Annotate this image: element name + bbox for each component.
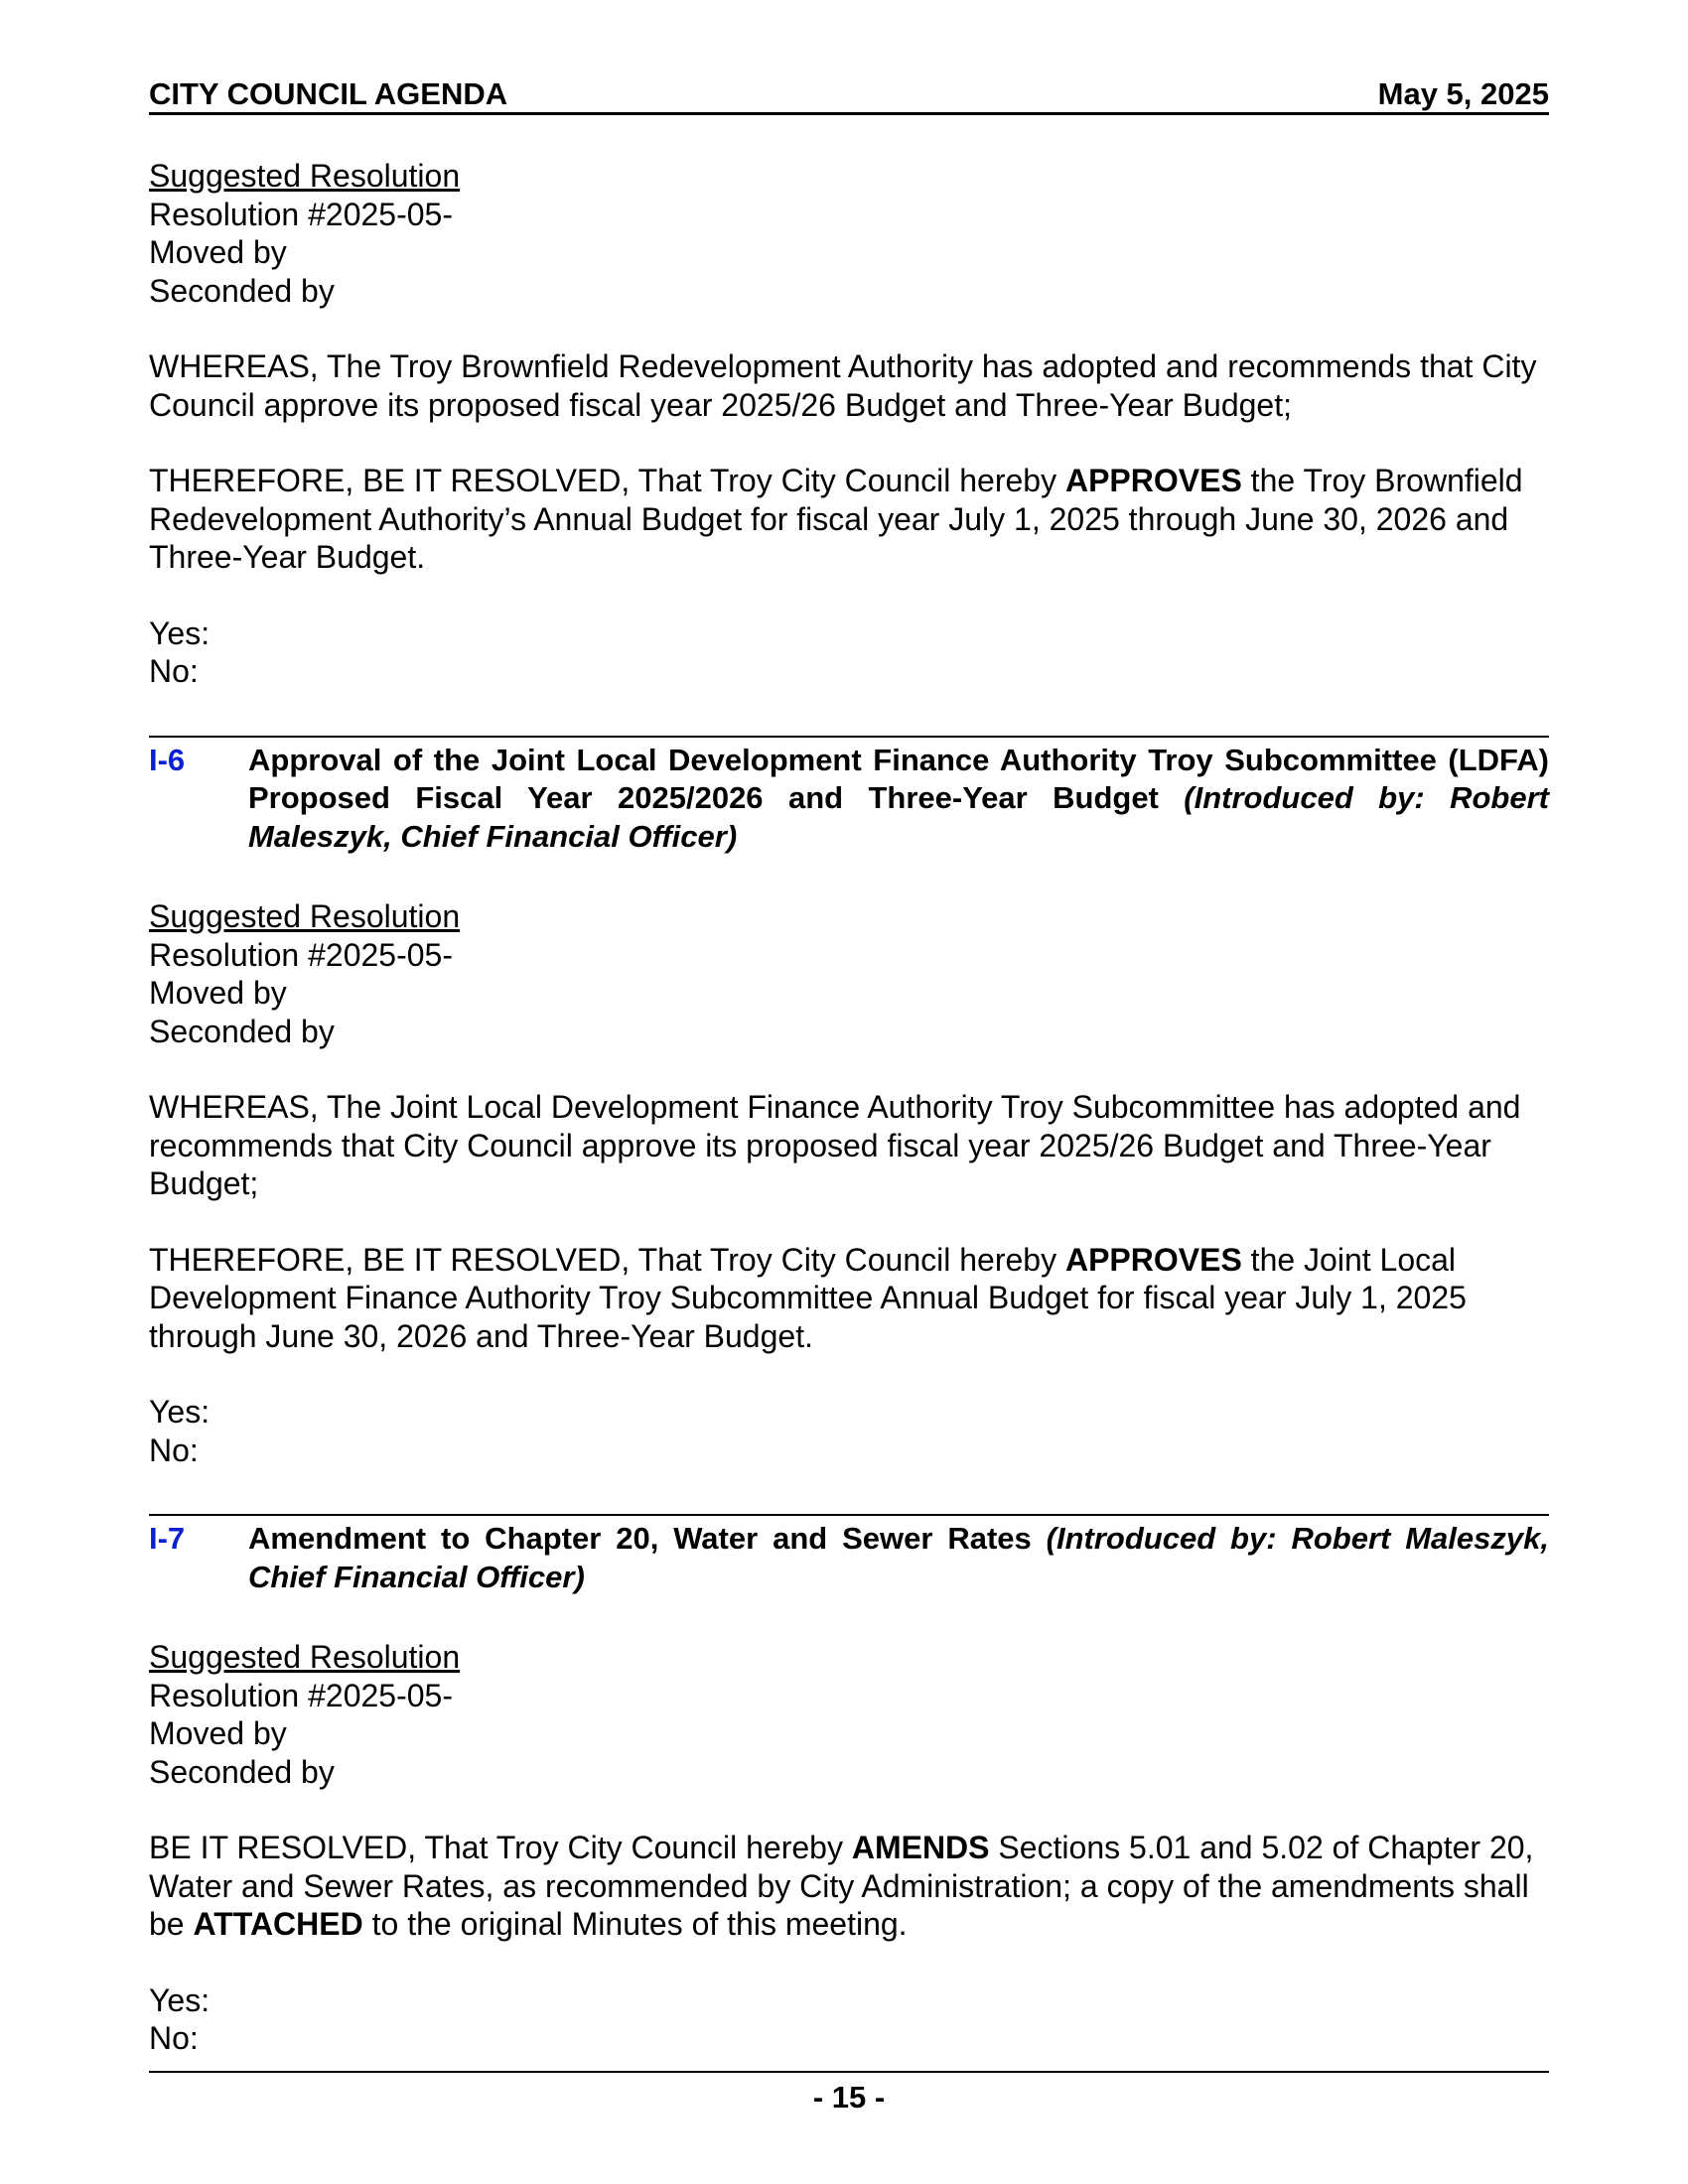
resolved-text-post: the Troy Brownfield Redevelopment Authority’s Annual Budget for fiscal year July 1, 2025 through June 30, 2026 and Three-Year Budget. (149, 463, 1523, 575)
resolved-paragraph (149, 1829, 1549, 1944)
moved-by: Moved by (149, 1715, 287, 1751)
item-title-text: Amendment to Chapter 20, Water and Sewer Rates (248, 1521, 1032, 1556)
resolved-action-approves: APPROVES (1064, 1241, 1242, 1278)
page-header (149, 77, 1549, 115)
resolution-block-water-sewer (149, 1638, 1549, 2058)
suggested-resolution-label: Suggested Resolution (149, 898, 461, 934)
resolved-paragraph (149, 1241, 1549, 1356)
moved-by: Moved by (149, 234, 287, 270)
vote-no: No: (149, 2020, 199, 2056)
page-footer (149, 2071, 1549, 2117)
agenda-title: CITY COUNCIL AGENDA (149, 76, 508, 111)
vote-yes: Yes: (149, 1981, 211, 2018)
agenda-item-i6-heading (149, 738, 1549, 857)
item-title (248, 742, 1549, 857)
resolution-number: Resolution #2025-05- (149, 1677, 453, 1713)
resolution-block-brownfield (149, 157, 1549, 691)
resolution-number: Resolution #2025-05- (149, 196, 453, 232)
agenda-date: May 5, 2025 (1377, 76, 1549, 111)
moved-by: Moved by (149, 975, 287, 1011)
vote-yes: Yes: (149, 614, 211, 651)
vote-yes: Yes: (149, 1394, 211, 1430)
seconded-by: Seconded by (149, 1013, 335, 1049)
item-title (248, 1520, 1549, 1596)
page-number: - 15 - (812, 2080, 886, 2115)
item-introduced-by: (Introduced by: Robert Maleszyk, Chief Financial Officer) (248, 780, 1549, 854)
resolved-action-amends: AMENDS (851, 1830, 990, 1865)
whereas-paragraph: WHEREAS, The Troy Brownfield Redevelopment Authority has adopted and recommends that City Council approve its proposed fiscal year 2025/26 Budget and Three-Year Budget; (149, 348, 1537, 423)
item-introduced-by: (Introduced by: Robert Maleszyk, Chief Financial Officer) (248, 1521, 1549, 1594)
resolved-paragraph (149, 462, 1549, 577)
item-number: I-6 (149, 742, 186, 777)
suggested-resolution-label: Suggested Resolution (149, 158, 461, 194)
item-number: I-7 (149, 1521, 186, 1556)
agenda-item-i7-heading (149, 1516, 1549, 1596)
resolution-number: Resolution #2025-05- (149, 936, 453, 973)
resolved-text-pre: THEREFORE, BE IT RESOLVED, That Troy City Council hereby (149, 1241, 1057, 1278)
seconded-by: Seconded by (149, 1753, 335, 1790)
whereas-paragraph: WHEREAS, The Joint Local Development Finance Authority Troy Subcommittee has adopted and recommends that City Council approve its proposed fiscal year 2025/26 Budget and Three-Year Budget; (149, 1089, 1521, 1201)
agenda-page (149, 77, 1549, 2142)
resolved-text-pre: THEREFORE, BE IT RESOLVED, That Troy City Council hereby (149, 463, 1057, 498)
item-title-text: Approval of the Joint Local Development Finance Authority Troy Subcommittee (LDFA) Proposed Fiscal Year 2025/2026 and Three-Year Budget (248, 742, 1549, 815)
seconded-by: Seconded by (149, 272, 335, 309)
resolved-text-mid: Sections 5.01 and 5.02 of Chapter 20, Water and Sewer Rates, as recommended by City Administration; a copy of the amendments shall be (149, 1830, 1534, 1942)
resolved-action-attached: ATTACHED (193, 1906, 363, 1942)
resolved-text-pre: BE IT RESOLVED, That Troy City Council hereby (149, 1830, 843, 1865)
resolved-text-post: to the original Minutes of this meeting. (371, 1906, 908, 1942)
vote-no: No: (149, 653, 199, 689)
vote-no: No: (149, 1432, 199, 1468)
resolution-block-ldfa (149, 897, 1549, 1469)
resolved-action-approves: APPROVES (1064, 463, 1242, 498)
resolved-text-post: the Joint Local Development Finance Authority Troy Subcommittee Annual Budget for fiscal year July 1, 2025 through June 30, 2026 and Three-Year Budget. (149, 1241, 1467, 1354)
suggested-resolution-label: Suggested Resolution (149, 1639, 461, 1675)
